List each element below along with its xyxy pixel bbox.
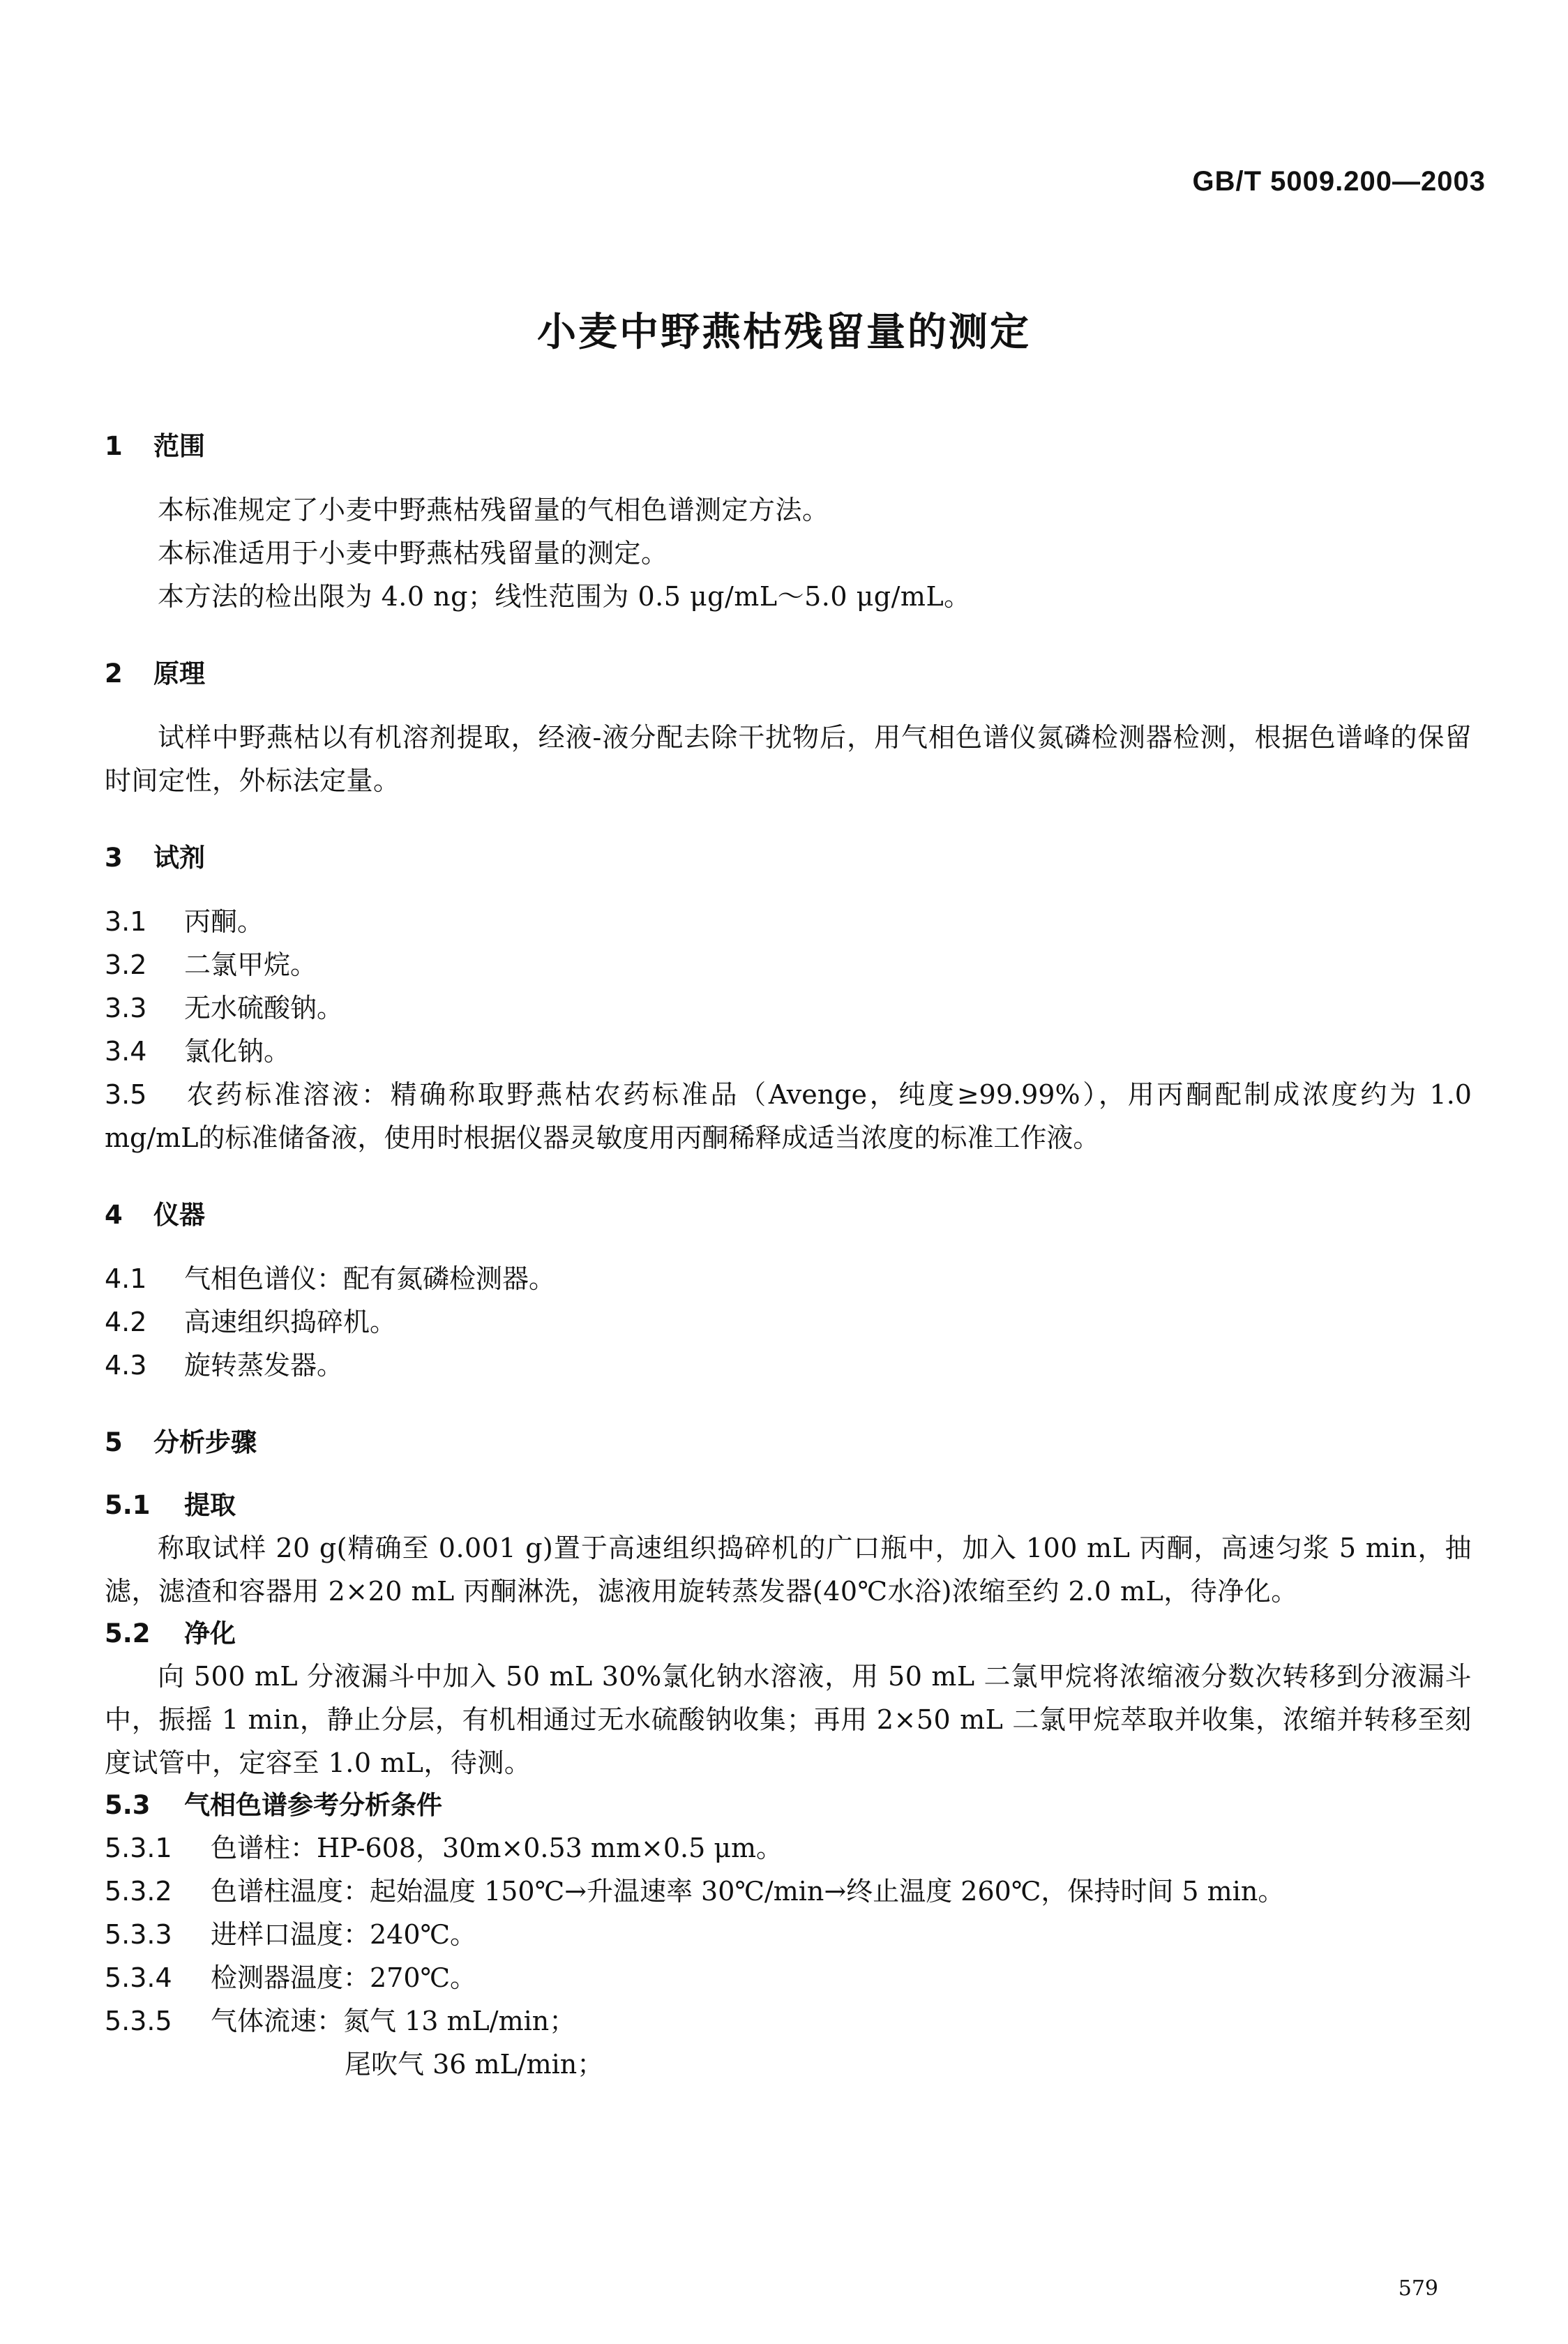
subsection-5-2-heading <box>105 1613 1472 1655</box>
purification-paragraph: 向 500 mL 分液漏斗中加入 50 mL 30%氯化钠水溶液，用 50 mL 二氯甲烷将浓缩液分数次转移到分液漏斗中，振摇 1 min，静止分层，有机相通过无水硫酸钠收集；再用 2×50 mL 二氯甲烷萃取并收集，浓缩并转移至刻度试管中，定容至 1.0 mL，待测。 <box>105 1661 1472 1778</box>
section-number: 4 <box>105 1200 123 1230</box>
section-5-heading <box>105 1422 1472 1464</box>
item-number: 5.3.4 <box>105 1962 172 1993</box>
section-number: 2 <box>105 659 123 689</box>
document-body <box>105 426 1472 2086</box>
item-text: 无水硫酸钠。 <box>184 993 344 1023</box>
section-1-heading <box>105 426 1472 467</box>
section-number: 3 <box>105 843 123 873</box>
gc-condition-item <box>105 1956 1472 1999</box>
scope-line-3: 本方法的检出限为 4.0 ng；线性范围为 0.5 μg/mL～5.0 μg/mL。 <box>158 581 971 612</box>
gc-condition-item <box>105 1826 1472 1870</box>
item-text: 高速组织捣碎机。 <box>184 1307 397 1337</box>
item-number: 5.3.5 <box>105 2006 172 2036</box>
gc-condition-item <box>105 1999 1472 2043</box>
item-text: 色谱柱：HP-608，30m×0.53 mm×0.5 μm。 <box>211 1833 783 1863</box>
item-number: 3.5 <box>105 1079 147 1110</box>
item-text: 进样口温度：240℃。 <box>211 1919 477 1950</box>
item-number: 5.3.2 <box>105 1876 172 1907</box>
subsection-title: 气相色谱参考分析条件 <box>184 1790 442 1820</box>
section-title: 原理 <box>153 659 205 689</box>
item-text: 氯化钠。 <box>184 1036 291 1067</box>
section-title: 范围 <box>153 431 205 461</box>
item-number: 3.2 <box>105 949 147 980</box>
scope-line-2: 本标准适用于小麦中野燕枯残留量的测定。 <box>158 538 668 569</box>
instrument-item <box>105 1344 1472 1387</box>
item-number: 3.3 <box>105 993 147 1023</box>
item-number: 4.2 <box>105 1307 147 1337</box>
item-text: 气相色谱仪：配有氮磷检测器。 <box>184 1263 556 1294</box>
subsection-number: 5.2 <box>105 1618 151 1648</box>
section-title: 试剂 <box>153 843 205 873</box>
item-number: 4.1 <box>105 1263 147 1294</box>
standard-code: GB/T 5009.200—2003 <box>1192 166 1486 197</box>
section-4-heading <box>105 1194 1472 1236</box>
gc-condition-continuation: 尾吹气 36 mL/min； <box>345 2049 604 2080</box>
item-text: 气体流速：氮气 13 mL/min； <box>211 2006 576 2036</box>
item-number: 5.3.1 <box>105 1833 172 1863</box>
reagent-item <box>105 900 1472 943</box>
scope-line-1: 本标准规定了小麦中野燕枯残留量的气相色谱测定方法。 <box>158 495 829 525</box>
item-text: 旋转蒸发器。 <box>184 1350 344 1381</box>
instrument-item <box>105 1257 1472 1300</box>
subsection-title: 提取 <box>184 1490 236 1520</box>
item-number: 5.3.3 <box>105 1919 172 1950</box>
gc-condition-item <box>105 1913 1472 1956</box>
section-number: 5 <box>105 1427 123 1457</box>
subsection-number: 5.1 <box>105 1490 151 1520</box>
page-number: 579 <box>1398 2276 1438 2301</box>
document-title: 小麦中野燕枯残留量的测定 <box>537 310 1031 355</box>
item-text: 二氯甲烷。 <box>184 949 317 980</box>
subsection-number: 5.3 <box>105 1790 151 1820</box>
reagent-item <box>105 1030 1472 1073</box>
item-text: 色谱柱温度：起始温度 150℃→升温速率 30℃/min→终止温度 260℃，保持时间 5 min。 <box>211 1876 1285 1907</box>
gc-condition-item <box>105 1870 1472 1913</box>
item-number: 3.4 <box>105 1036 147 1067</box>
section-2-heading <box>105 653 1472 695</box>
instrument-item <box>105 1300 1472 1344</box>
section-title: 分析步骤 <box>153 1427 257 1457</box>
section-title: 仪器 <box>153 1200 205 1230</box>
principle-paragraph: 试样中野燕枯以有机溶剂提取，经液-液分配去除干扰物后，用气相色谱仪氮磷检测器检测，根据色谱峰的保留时间定性，外标法定量。 <box>105 722 1472 796</box>
item-number: 4.3 <box>105 1350 147 1381</box>
section-3-heading <box>105 837 1472 879</box>
item-text: 农药标准溶液：精确称取野燕枯农药标准品（Avenge，纯度≥99.99%），用丙酮配制成浓度约为 1.0 mg/mL的标准储备液，使用时根据仪器灵敏度用丙酮稀释成适当浓度的标准工作液。 <box>105 1079 1472 1153</box>
item-text: 丙酮。 <box>184 906 264 937</box>
subsection-5-1-heading <box>105 1485 1472 1526</box>
subsection-title: 净化 <box>184 1618 236 1648</box>
reagent-item <box>105 943 1472 986</box>
subsection-5-3-heading <box>105 1785 1472 1826</box>
section-number: 1 <box>105 431 123 461</box>
reagent-item <box>105 986 1472 1030</box>
extraction-paragraph: 称取试样 20 g(精确至 0.001 g)置于高速组织捣碎机的广口瓶中，加入 100 mL 丙酮，高速匀浆 5 min，抽滤，滤渣和容器用 2×20 mL 丙酮淋洗，滤液用旋转蒸发器(40℃水浴)浓缩至约 2.0 mL，待净化。 <box>105 1533 1472 1607</box>
item-number: 3.1 <box>105 906 147 937</box>
item-text: 检测器温度：270℃。 <box>211 1962 477 1993</box>
reagent-item <box>105 1073 1472 1159</box>
